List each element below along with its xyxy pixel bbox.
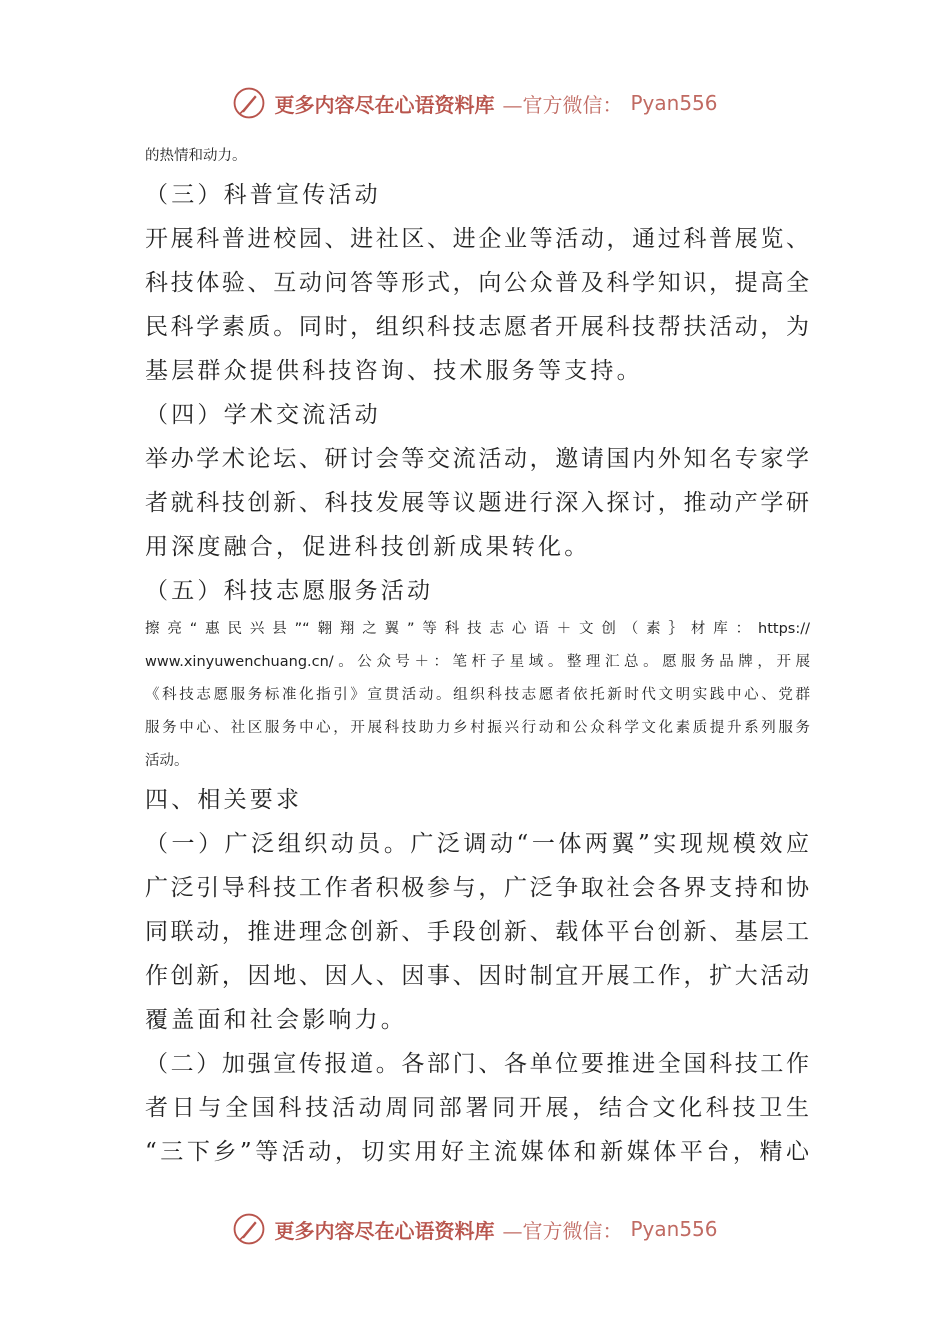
text-line: www.xinyuwenchuang.cn/。公众号＋：笔杆子星域。整理汇总。愿服务品牌，开展 bbox=[145, 654, 810, 670]
text-line: 举办学术论坛、研讨会等交流活动，邀请国内外知名专家学 bbox=[145, 446, 810, 472]
watermark-main-text: 更多内容尽在心语资料库 bbox=[274, 92, 495, 117]
watermark-footer bbox=[0, 1212, 950, 1246]
text-line: 四、相关要求 bbox=[145, 787, 303, 813]
watermark-label: —官方微信： bbox=[502, 92, 623, 117]
text-line: 同联动，推进理念创新、手段创新、载体平台创新、基层工 bbox=[145, 919, 810, 945]
watermark-label: —官方微信： bbox=[502, 1218, 623, 1243]
text-line: 作创新，因地、因人、因事、因时制宜开展工作，扩大活动 bbox=[145, 963, 810, 989]
text-line: （四）学术交流活动 bbox=[145, 402, 381, 428]
text-line: 服务中心、社区服务中心，开展科技助力乡村振兴行动和公众科学文化素质提升系列服务 bbox=[145, 720, 810, 736]
text-line: 者日与全国科技活动周同部署同开展，结合文化科技卫生 bbox=[145, 1095, 810, 1121]
text-line: 基层群众提供科技咨询、技术服务等支持。 bbox=[145, 358, 643, 384]
watermark-header bbox=[0, 86, 950, 120]
text-line: 科技体验、互动问答等形式，向公众普及科学知识，提高全 bbox=[145, 270, 810, 296]
text-line: 擦亮“惠民兴县”“翱翔之翼”等科技志心语＋文创（素｝材库：https:// bbox=[145, 621, 810, 637]
text-line: 的热情和动力。 bbox=[145, 148, 247, 164]
text-line: 活动。 bbox=[145, 753, 189, 769]
text-line: “三下乡”等活动，切实用好主流媒体和新媒体平台，精心 bbox=[145, 1139, 810, 1165]
text-line: 用深度融合，促进科技创新成果转化。 bbox=[145, 534, 591, 560]
quill-logo-icon bbox=[232, 86, 266, 120]
text-line: 《科技志愿服务标准化指引》宣贯活动。组织科技志愿者依托新时代文明实践中心、党群 bbox=[145, 687, 810, 703]
text-line: 者就科技创新、科技发展等议题进行深入探讨，推动产学研 bbox=[145, 490, 810, 516]
text-line: 广泛引导科技工作者积极参与，广泛争取社会各界支持和协 bbox=[145, 875, 810, 901]
watermark-main-text: 更多内容尽在心语资料库 bbox=[274, 1218, 495, 1243]
text-line: 民科学素质。同时，组织科技志愿者开展科技帮扶活动，为 bbox=[145, 314, 810, 340]
quill-logo-icon bbox=[232, 1212, 266, 1246]
text-line: 开展科普进校园、进社区、进企业等活动，通过科普展览、 bbox=[145, 226, 810, 252]
document-body bbox=[145, 140, 810, 1174]
watermark-wechat-id: Pyan556 bbox=[630, 91, 718, 115]
text-line: 覆盖面和社会影响力。 bbox=[145, 1007, 407, 1033]
text-line: （三）科普宣传活动 bbox=[145, 182, 381, 208]
text-line: （二）加强宣传报道。各部门、各单位要推进全国科技工作 bbox=[145, 1051, 810, 1077]
watermark-wechat-id: Pyan556 bbox=[630, 1217, 718, 1241]
text-line: （一）广泛组织动员。广泛调动“一体两翼”实现规模效应 bbox=[145, 831, 810, 857]
text-line: （五）科技志愿服务活动 bbox=[145, 578, 434, 604]
